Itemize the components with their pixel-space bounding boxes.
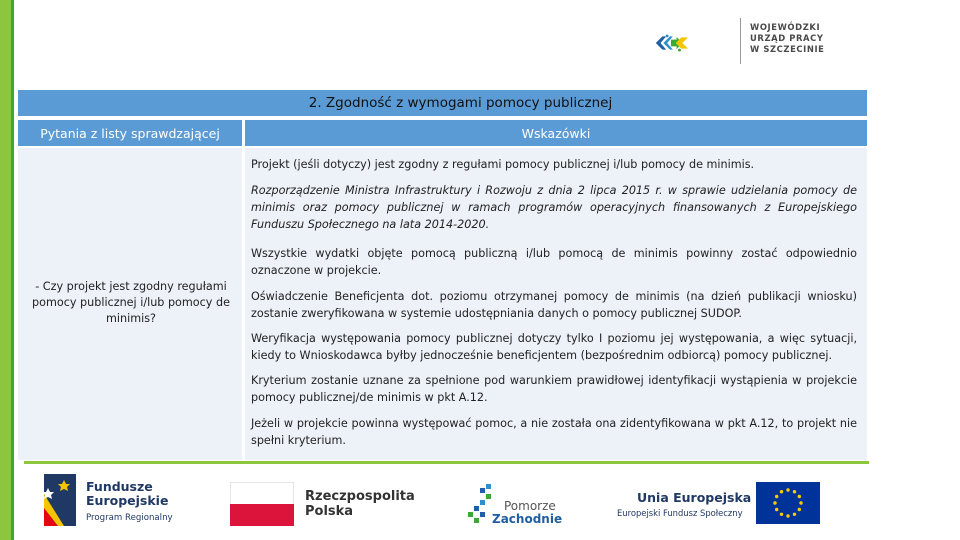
fe-line1: Fundusze: [86, 479, 153, 494]
efs-label: Europejski Fundusz Społeczny: [617, 508, 743, 518]
rp-line1: Rzeczpospolita: [305, 489, 415, 504]
column-header-hints: Wskazówki: [245, 120, 867, 146]
rp-line2: Polska: [305, 504, 354, 519]
org-name-line1: WOJEWÓDZKI: [750, 22, 821, 32]
table-title-row: [18, 90, 867, 116]
hint-paragraph: Weryfikacja występowania pomocy publicznej dotyczy tylko I poziomu jej występowania, a więc sytuacji, kiedy to Wnioskodawca byłby jednocześnie beneficjentem (bezpośrednim odbiorcą) pomocy publicznej.: [251, 332, 857, 362]
zachodnie-label: Zachodnie: [492, 512, 563, 526]
hint-paragraph: Jeżeli w projekcie powinna występować pomoc, a nie została ona zidentyfikowana w pkt A.12, to projekt nie spełni kryterium.: [251, 417, 857, 447]
org-name-line2: URZĄD PRACY: [750, 33, 824, 43]
logo-separator: [740, 18, 741, 64]
fundusze-europejskie-label: [86, 480, 168, 508]
fe-subtitle: Program Regionalny: [86, 513, 173, 523]
hint-paragraph: Oświadczenie Beneficjenta dot. poziomu otrzymanej pomocy de minimis (na dzień publikacji wniosku) zostanie zweryfikowana w systemie udostępniania danych o pomocy publicznej SUDOP.: [251, 290, 857, 320]
table-title: 2. Zgodność z wymogami pomocy publicznej: [308, 95, 613, 111]
unia-europejska-label: Unia Europejska: [637, 490, 752, 505]
fundusze-europejskie-icon: [44, 474, 76, 526]
column-header-questions: Pytania z listy sprawdzającej: [18, 120, 242, 146]
rzeczpospolita-label: [305, 489, 415, 519]
polish-flag-icon: [230, 482, 294, 526]
org-name: [750, 22, 825, 55]
org-name-line3: W SZCZECINIE: [750, 44, 825, 54]
pomorze-zachodnie-icon: [466, 480, 494, 526]
fe-line2: Europejskie: [86, 493, 169, 508]
question-text: - Czy projekt jest zgodny regułami pomocy publicznej i/lub pomocy de minimis?: [32, 280, 230, 325]
pomorze-label: Pomorze: [504, 499, 556, 513]
left-accent-bar: [0, 0, 11, 540]
footer-divider: [24, 461, 869, 464]
hint-paragraph: Projekt (jeśli dotyczy) jest zgodny z regułami pomocy publicznej i/lub pomocy de minimis.: [251, 158, 755, 171]
wup-logo-icon: [652, 14, 742, 72]
left-accent-bar-inner: [11, 0, 14, 540]
hint-paragraph: Rozporządzenie Ministra Infrastruktury i Rozwoju z dnia 2 lipca 2015 r. w sprawie udzielania pomocy de minimis oraz pomocy publicznej w ramach programów operacyjnych finansowanych z Europejskiego Funduszu Społecznego na lata 2014-2020.: [251, 184, 857, 231]
hint-paragraph: Kryterium zostanie uznane za spełnione pod warunkiem prawidłowej identyfikacji wystąpienia w projekcie pomocy publicznej/de minimis w pkt A.12.: [251, 374, 857, 404]
hint-paragraph: Wszystkie wydatki objęte pomocą publiczną i/lub pomocą de minimis powinny zostać odpowiednio oznaczone w projekcie.: [251, 247, 857, 277]
eu-flag-icon: [756, 482, 820, 524]
